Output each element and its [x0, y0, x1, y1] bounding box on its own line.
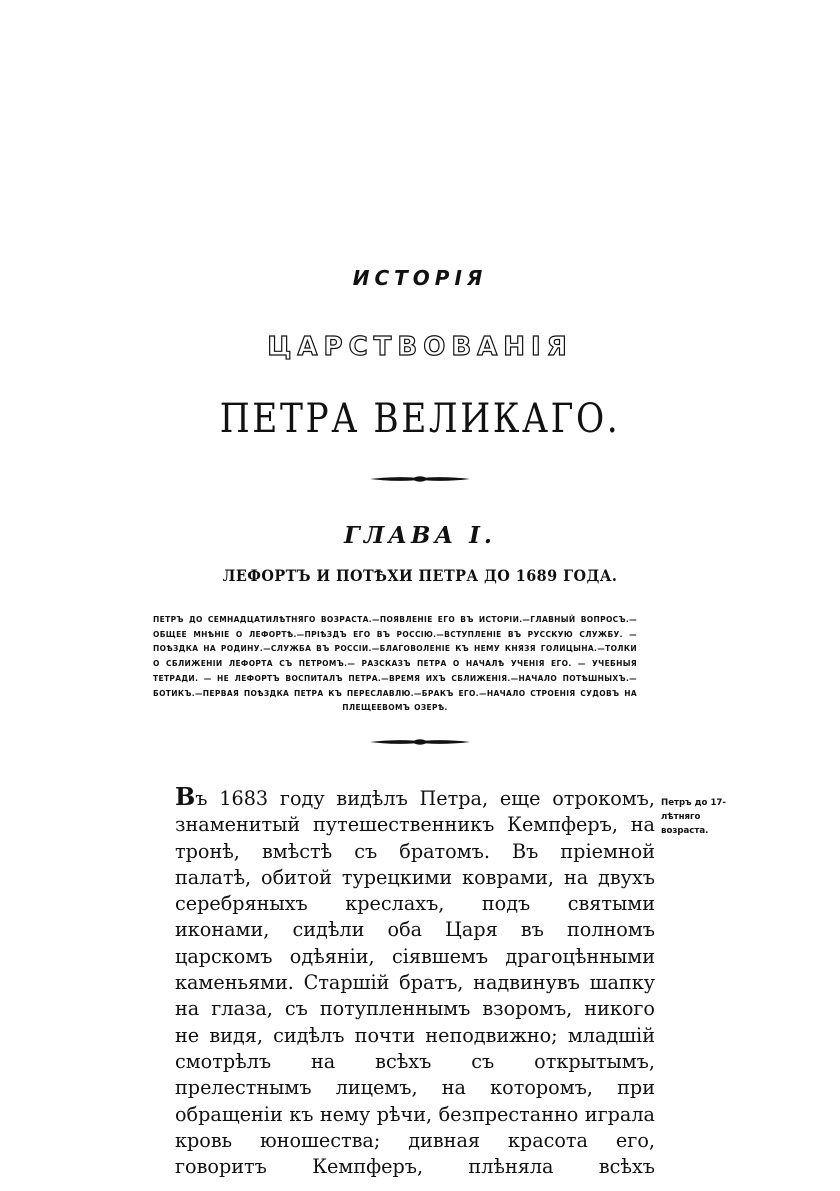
body-text: ъ 1683 году видѣлъ Петра, еще отрокомъ, знаменитый путешественникъ Кемпферъ, на тронѣ, вмѣстѣ съ братомъ. Въ пріемной палатѣ, обитой турецкими коврами, на двухъ серебряныхъ креслахъ, подъ святыми иконами, сидѣли оба Царя въ полномъ царскомъ одѣяніи, сіявшемъ драгоцѣнными каменьями. Старшій братъ, надвинувъ шапку на глаза, съ потупленнымъ взоромъ, никого не видя, сидѣлъ почти неподвижно; младшій смотрѣлъ на всѣхъ съ открытымъ, прелестнымъ лицемъ, на которомъ, при обращеніи къ нему рѣчи, безпрестанно играла кровь юношества; дивная красота его, говоритъ Кемпферъ, плѣняла всѣхъ: [175, 787, 655, 1179]
chapter-summary: ПЕТРЪ ДО СЕМНАДЦАТИЛѢТНЯГО ВОЗРАСТА.—ПОЯВЛЕНІЕ ЕГО ВЪ ИСТОРІИ.—ГЛАВНЫЙ ВОПРОСЪ.—ОБЩЕЕ МНѢНІЕ О ЛЕФОРТѢ.—ПРІѢЗДЪ ЕГО ВЪ РОССІЮ.—ВСТУПЛЕНІЕ ВЪ РУССКУЮ СЛУЖБУ. — ПОѢЗДКА НА РОДИНУ.—СЛУЖБА ВЪ РОССІИ.—БЛАГОВОЛЕНІЕ КЪ НЕМУ КНЯЗЯ ГОЛИЦЫНА.—ТОЛКИ О СБЛИЖЕНІИ ЛЕФОРТА СЪ ПЕТРОМЪ.— РАЗСКАЗЪ ПЕТРА О НАЧАЛѢ УЧЕНІЯ ЕГО. — УЧЕБНЫЯ ТЕТРАДИ. — НЕ ЛЕФОРТЪ ВОСПИТАЛЪ ПЕТРА.—ВРЕМЯ ИХЪ СБЛИЖЕНІЯ.—НАЧАЛО ПОТѢШНЫХЪ.—БОТИКЪ.—ПЕРВАЯ ПОѢЗДКА ПЕТРА КЪ ПЕРЕСЛАВЛЮ.—БРАКЪ ЕГО.—НАЧАЛО СТРОЕНІЯ СУДОВЪ НА ПЛЕЩЕЕВОМЪ ОЗЕРѢ.: [153, 615, 637, 713]
drop-cap: В: [175, 782, 196, 811]
ornament-divider-bottom: [368, 737, 472, 747]
title-line-tsarstvovaniya: ЦАРСТВОВАНІЯ: [267, 332, 573, 362]
chapter-title: ЛЕФОРТЪ И ПОТѢХИ ПЕТРА ДО 1689 ГОДА.: [222, 566, 618, 585]
title-line-petra-velikago: ПЕТРА ВЕЛИКАГО.: [219, 396, 621, 442]
margin-note: Петръ до 17-лѣтняго возраста.: [661, 798, 726, 836]
ornament-divider-top: [368, 474, 472, 484]
chapter-number: ГЛАВА I.: [344, 522, 496, 549]
title-line-istoriya: ИСТОРІЯ: [352, 266, 488, 290]
body-paragraph: [175, 784, 655, 1180]
